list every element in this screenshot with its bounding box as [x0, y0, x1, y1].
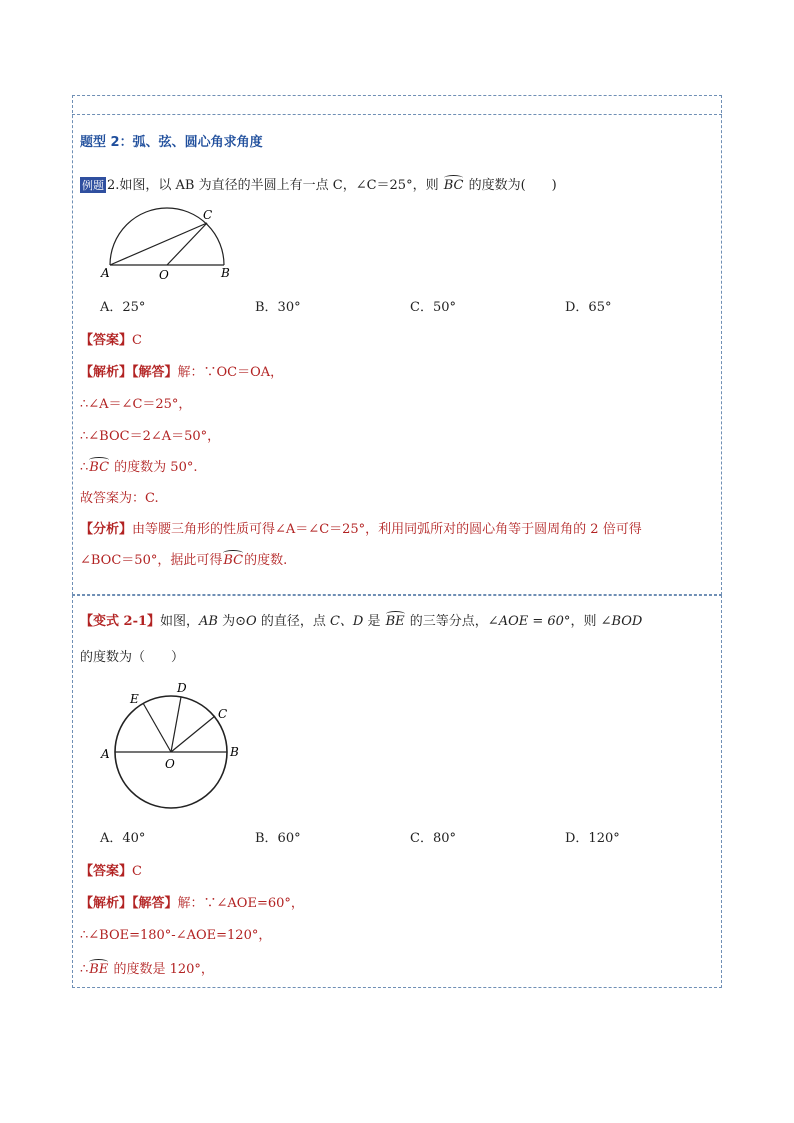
label-o: O [159, 268, 169, 282]
example-fenxi-line1 [80, 518, 642, 537]
answer-value: C [132, 333, 142, 348]
example-analysis-line3: ∴∠BOC＝2∠A＝50°， [80, 429, 221, 444]
variant-analysis-line1 [80, 892, 304, 911]
variant-q-mid3: 是 [363, 614, 381, 629]
arc-bc-symbol: BC [223, 553, 244, 568]
example-fenxi-line2 [80, 549, 287, 568]
label-b: B [230, 745, 239, 759]
analysis-line4-suffix: 的度数为 50°. [110, 460, 198, 475]
answer-label: 【答案】 [80, 864, 133, 879]
circle-figure [98, 676, 248, 816]
arc-bc-symbol: BC [443, 178, 464, 193]
example-analysis-line2: ∴∠A＝∠C＝25°， [80, 397, 192, 412]
variant-option-a[interactable]: A．40° [100, 831, 146, 846]
variant-option-c[interactable]: C．80° [410, 831, 456, 846]
label-c: C [218, 707, 228, 721]
label-a: A [101, 266, 110, 280]
example-analysis-line4 [80, 456, 197, 475]
label-d: D [177, 681, 187, 695]
radius-oc [167, 223, 207, 265]
variant-answer [80, 860, 142, 879]
example-option-d[interactable]: D．65° [565, 300, 612, 315]
variant-options [80, 827, 720, 845]
fenxi-line2-prefix: ∠BOC＝50°，据此可得 [80, 553, 223, 568]
analysis-label: 【解析】【解答】 [80, 365, 178, 380]
example-option-a[interactable]: A．25° [100, 300, 146, 315]
variant-analysis-line3 [80, 958, 214, 977]
fenxi-line2-suffix: 的度数. [244, 553, 288, 568]
fenxi-text1: 由等腰三角形的性质可得∠A＝∠C＝25°，利用同弧所对的圆心角等于圆周角的 2 倍可得 [132, 522, 642, 537]
variant-analysis-line3-suffix: 的度数是 120°， [109, 962, 214, 977]
analysis-line4-prefix: ∴ [80, 460, 89, 475]
example-answer [80, 329, 142, 348]
variant-analysis-line2: ∴∠BOE=180°-∠AOE=120°， [80, 928, 272, 943]
label-c: C [203, 208, 213, 222]
label-o: O [165, 757, 175, 771]
variant-analysis-line3-prefix: ∴ [80, 962, 89, 977]
variant-q-mid1: 为⊙ [217, 614, 247, 629]
example-question-prefix: 2.如图，以 AB 为直径的半圆上有一点 C，∠C＝25°，则 [107, 178, 439, 193]
example-question [80, 174, 557, 193]
answer-label: 【答案】 [80, 333, 133, 348]
example-analysis-line1 [80, 361, 283, 380]
label-a: A [101, 747, 110, 761]
variant-q-mid5: ，则 [570, 614, 601, 629]
variant-question-line2: 的度数为（ ） [80, 650, 185, 665]
variant-q-mid4: 的三等分点， [405, 614, 488, 629]
variant-label: 【变式 2-1】 [80, 614, 161, 629]
fenxi-label: 【分析】 [80, 522, 133, 537]
label-e: E [130, 692, 139, 706]
chord-ac [110, 223, 207, 265]
radius-od [171, 697, 181, 752]
variant-question-line1 [80, 610, 642, 629]
semicircle-figure [95, 205, 245, 283]
section-title: 题型 2：弧、弦、圆心角求角度 [80, 135, 263, 150]
variant-option-b[interactable]: B．60° [255, 831, 301, 846]
radius-oc [171, 716, 215, 752]
analysis-label: 【解析】【解答】 [80, 896, 178, 911]
label-b: B [221, 266, 230, 280]
variant-q-mid2: 的直径，点 [256, 614, 330, 629]
arc-bc-symbol: BC [89, 460, 110, 475]
variant-q-angle: ∠AOE = 60° [487, 614, 571, 629]
variant-q-cd: C、D [329, 614, 364, 629]
analysis-first: 解：∵OC＝OA， [177, 365, 284, 380]
analysis-first: 解：∵∠AOE=60°， [177, 896, 304, 911]
variant-q-bod: ∠BOD [600, 614, 643, 629]
arc-be-symbol: BE [385, 614, 405, 629]
answer-value: C [132, 864, 142, 879]
variant-q-o: O [246, 614, 257, 629]
radius-oe [143, 703, 171, 752]
example-question-suffix: 的度数为( ) [468, 178, 557, 193]
example-option-b[interactable]: B．30° [255, 300, 301, 315]
variant-q-prefix: 如图， [160, 614, 200, 629]
variant-q-ab: AB [199, 614, 218, 629]
example-analysis-line5: 故答案为：C. [80, 491, 159, 506]
example-option-c[interactable]: C．50° [410, 300, 456, 315]
example-options [80, 296, 720, 314]
example-badge: 例题 [82, 179, 104, 192]
variant-option-d[interactable]: D．120° [565, 831, 620, 846]
arc-be-symbol: BE [89, 962, 109, 977]
